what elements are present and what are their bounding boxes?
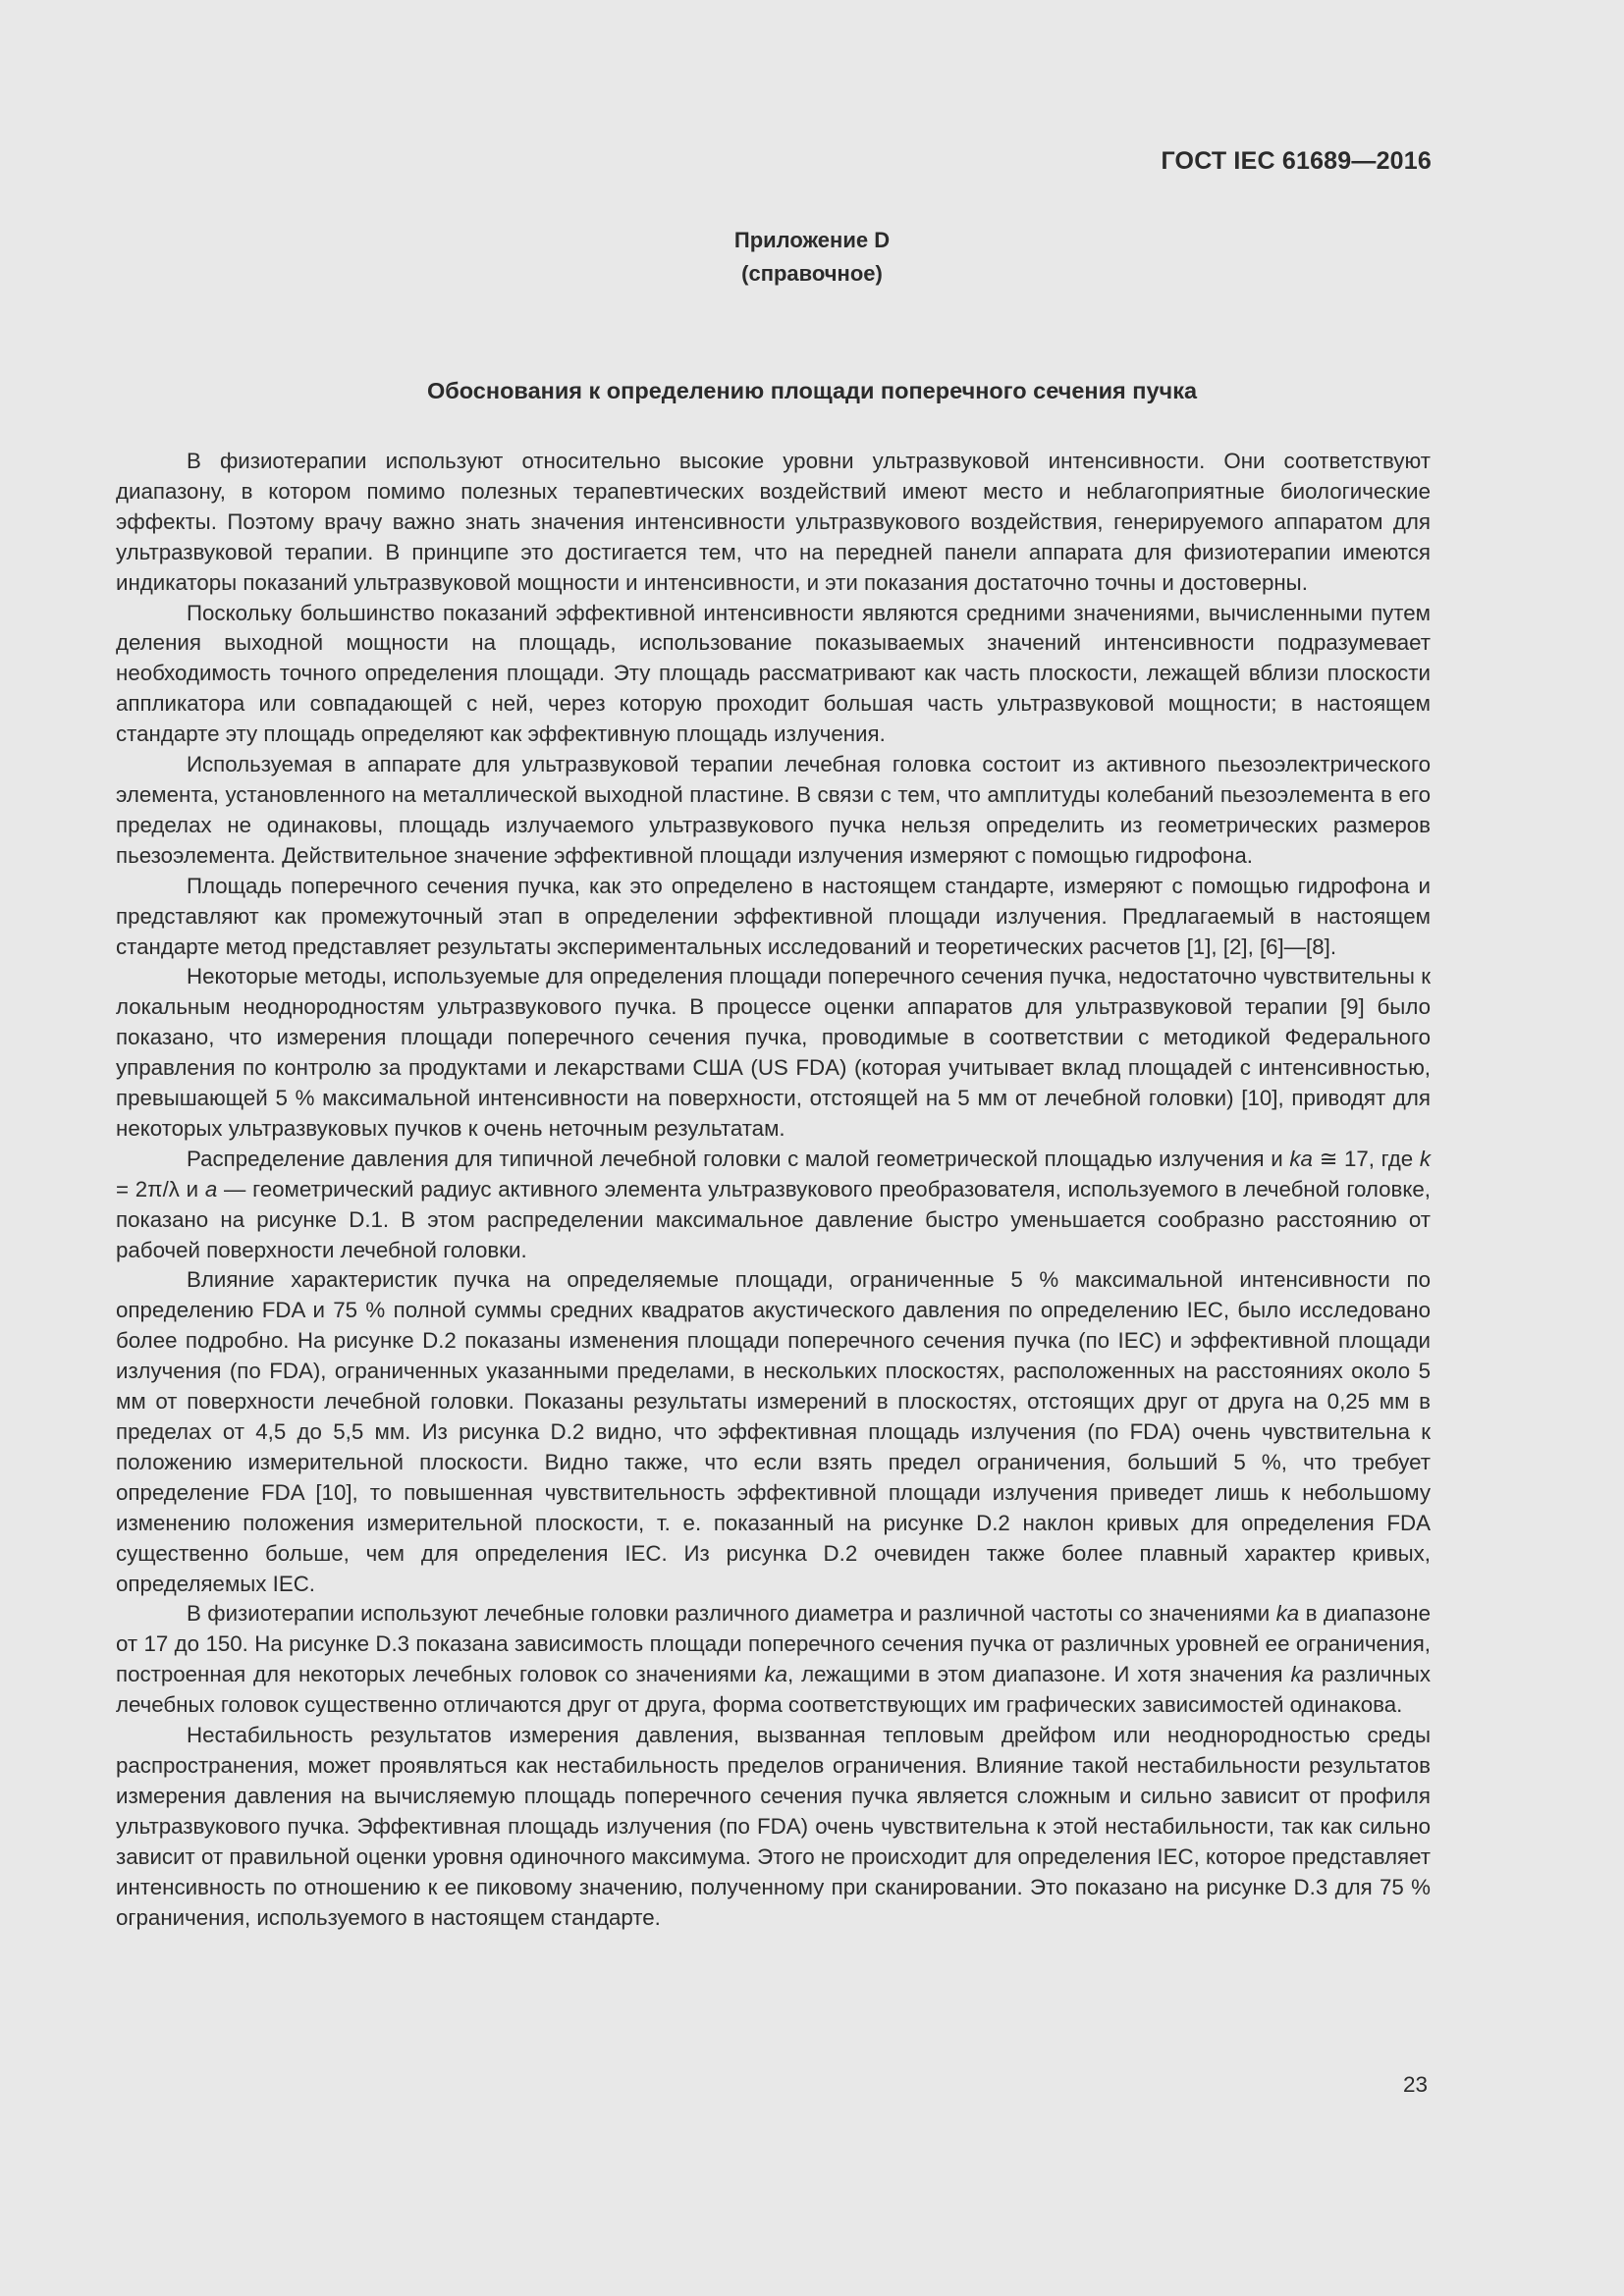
symbol-ka: ka — [1289, 1146, 1313, 1171]
text-span: различных лечебных головок существенно отличаются друг от друга, форма соответствующих им графических зависимостей одинакова. — [116, 1662, 1431, 1718]
symbol-ka: ka — [1275, 1601, 1300, 1627]
text-span: , лежащими в этом диапазоне. И хотя значения — [787, 1662, 1291, 1687]
paragraph-7: Влияние характеристик пучка на определяемые площади, ограниченные 5 % максимальной интенсивности по определению FDA и 75 % полной суммы средних квадратов акустического давления по определению IEC, было исследовано более подробно. На рисунке D.2 показаны изменения площади поперечного сечения пучка (по IEC) и эффективной площади излучения (по FDA), ограниченных указанными пределами, в нескольких плоскостях, расположенных на расстояниях около 5 мм от поверхности лечебной головки. Показаны результаты измерений в плоскостях, отстоящих друг от друга на 0,25 мм в пределах от 4,5 до 5,5 мм. Из рисунка D.2 видно, что эффективная площадь излучения (по FDA) очень чувствительна к положению измерительной плоскости. Видно также, что если взять предел ограничения, больший 5 %, что требует определение FDA [10], то повышенная чувствительность эффективной площади излучения приведет лишь к небольшому изменению положения измерительной плоскости, т. е. показанный на рисунке D.2 наклон кривых для определения FDA существенно больше, чем для определения IEC. Из рисунка D.2 очевиден также более плавный характер кривых, определяемых IEC. — [116, 1267, 1431, 1596]
paragraph-6 — [116, 1145, 1431, 1266]
text-span: в диапазоне от 17 до 150. На рисунке D.3 показана зависимость площади поперечного сечения пучка от различных уровней ее ограничения, построенная для некоторых лечебных головок со значениями — [116, 1601, 1431, 1687]
text-span: ≅ 17, где — [1312, 1146, 1420, 1171]
appendix-title: Приложение D — [733, 228, 891, 252]
paragraph-8 — [116, 1599, 1431, 1721]
paragraph-2: Поскольку большинство показаний эффективной интенсивности являются средними значениями, вычисленными путем деления выходной мощности на площадь, использование показываемых значений интенсивности подразумевает необходимость точного определения площади. Эту площадь рассматривают как часть плоскости, лежащей вблизи плоскости аппликатора или совпадающей с ней, через которую проходит большая часть ультразвуковой мощности; в настоящем стандарте эту площадь определяют как эффективную площадь излучения. — [116, 600, 1431, 747]
paragraph-1: В физиотерапии используют относительно высокие уровни ультразвуковой интенсивности. Они соответствуют диапазону, в котором помимо полезных терапевтических воздействий имеют место и неблагоприятные биологические эффекты. Поэтому врачу важно знать значения интенсивности ультразвукового воздействия, генерируемого аппаратом для ультразвуковой терапии. В принципе это достигается тем, что на передней панели аппарата для физиотерапии имеются индикаторы показаний ультразвуковой мощности и интенсивности, и эти показания достаточно точны и достоверны. — [116, 449, 1431, 595]
symbol-k: k — [1419, 1146, 1432, 1171]
symbol-ka: ka — [1290, 1662, 1315, 1687]
text-span: В физиотерапии используют лечебные головки различного диаметра и различной частоты со значениями — [187, 1601, 1276, 1627]
text-span: Распределение давления для типичной лечебной головки с малой геометрической площадью излучения и — [187, 1146, 1290, 1171]
symbol-ka: ka — [764, 1662, 788, 1687]
page-number: 23 — [1402, 2072, 1428, 2097]
section-title: Обоснования к определению площади поперечного сечения пучка — [426, 378, 1198, 403]
paragraph-9: Нестабильность результатов измерения давления, вызванная тепловым дрейфом или неоднородностью среды распространения, может проявляться как нестабильность пределов ограничения. Влияние такой нестабильности результатов измерения давления на вычисляемую площадь поперечного сечения пучка является сложным и сильно зависит от профиля ультразвукового пучка. Эффективная площадь излучения (по FDA) очень чувствительна к этой нестабильности, так как сильно зависит от правильной оценки уровня одиночного максимума. Этого не происходит для определения IEC, которое представляет интенсивность по отношению к ее пиковому значению, полученному при сканировании. Это показано на рисунке D.3 для 75 % ограничения, используемого в настоящем стандарте. — [116, 1723, 1431, 1930]
text-span: = 2π/λ и — [116, 1176, 205, 1201]
paragraph-3: Используемая в аппарате для ультразвуковой терапии лечебная головка состоит из активного пьезоэлектрического элемента, установленного на металлической выходной пластине. В связи с тем, что амплитуды колебаний пьезоэлемента в его пределах не одинаковы, площадь излучаемого ультразвукового пучка нельзя определить из геометрических размеров пьезоэлемента. Действительное значение эффективной площади излучения измеряют с помощью гидрофона. — [116, 752, 1431, 868]
document-body — [116, 447, 1431, 1933]
paragraph-5: Некоторые методы, используемые для определения площади поперечного сечения пучка, недостаточно чувствительны к локальным неоднородностям ультразвукового пучка. В процессе оценки аппаратов для ультразвуковой терапии [9] было показано, что измерения площади поперечного сечения пучка, проводимые в соответствии с методикой Федерального управления по контролю за продуктами и лекарствами США (US FDA) (которая учитывает вклад площадей с интенсивностью, превышающей 5 % максимальной интенсивности на поверхности, отстоящей на 5 мм от лечебной головки) [10], приводят для некоторых ультразвуковых пучков к очень неточным результатам. — [116, 964, 1431, 1141]
symbol-a: a — [204, 1176, 218, 1201]
paragraph-4: Площадь поперечного сечения пучка, как это определено в настоящем стандарте, измеряют с помощью гидрофона и представляют как промежуточный этап в определении эффективной площади излучения. Предлагаемый в настоящем стандарте метод представляет результаты экспериментальных исследований и теоретических расчетов [1], [2], [6]—[8]. — [116, 873, 1431, 959]
standard-code: ГОСТ IEC 61689—2016 — [1161, 147, 1432, 175]
text-span: — геометрический радиус активного элемента ультразвукового преобразователя, используемого в лечебной головке, показано на рисунке D.1. В этом распределении максимальное давление быстро уменьшается сообразно расстоянию от рабочей поверхности лечебной головки. — [116, 1176, 1431, 1262]
appendix-type: (справочное) — [741, 261, 883, 286]
appendix-heading — [0, 224, 1624, 291]
